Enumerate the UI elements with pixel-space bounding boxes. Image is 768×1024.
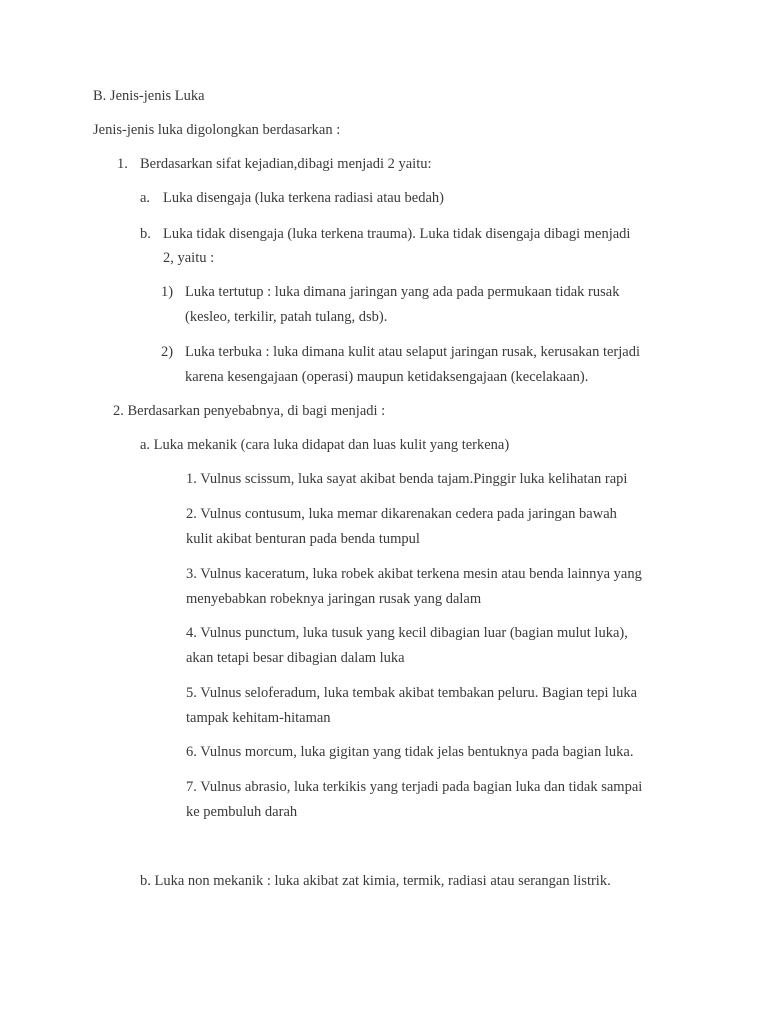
entry-2-line2: kulit akibat benturan pada benda tumpul (186, 531, 420, 547)
entry-3-line2: menyebabkan robeknya jaringan rusak yang dalam (186, 591, 482, 607)
sub1-line1: Luka tertutup : luka dimana jaringan yang ada pada permukaan tidak rusak (185, 284, 620, 300)
section2-item-b: b. Luka non mekanik : luka akibat zat kimia, termik, radiasi atau serangan listrik. (140, 873, 611, 889)
entry-7-line1: 7. Vulnus abrasio, luka terkikis yang terjadi pada bagian luka dan tidak sampai (186, 779, 643, 795)
entry-7-line2: ke pembuluh darah (186, 804, 298, 820)
entry-5-line2: tampak kehitam-hitaman (186, 710, 331, 726)
section1-text: Berdasarkan sifat kejadian,dibagi menjadi 2 yaitu: (140, 156, 432, 172)
sub2-line1: Luka terbuka : luka dimana kulit atau selaput jaringan rusak, kerusakan terjadi (185, 344, 640, 360)
entry-4-line2: akan tetapi besar dibagian dalam luka (186, 650, 405, 666)
section2-text: 2. Berdasarkan penyebabnya, di bagi menjadi : (113, 403, 386, 419)
entry-5-line1: 5. Vulnus seloferadum, luka tembak akibat tembakan peluru. Bagian tepi luka (186, 685, 638, 701)
item-b-line2: 2, yaitu : (163, 250, 215, 266)
list-marker-a: a. (140, 190, 151, 206)
entry-3-line1: 3. Vulnus kaceratum, luka robek akibat terkena mesin atau benda lainnya yang (186, 566, 642, 582)
entry-4-line1: 4. Vulnus punctum, luka tusuk yang kecil dibagian luar (bagian mulut luka), (186, 625, 628, 641)
item-a-text: Luka disengaja (luka terkena radiasi atau bedah) (163, 190, 445, 206)
list-marker-1: 1. (117, 156, 128, 172)
section2-item-a: a. Luka mekanik (cara luka didapat dan luas kulit yang terkena) (140, 437, 510, 453)
entry-1-line1: 1. Vulnus scissum, luka sayat akibat benda tajam.Pinggir luka kelihatan rapi (186, 471, 628, 487)
section-heading: B. Jenis-jenis Luka (93, 88, 205, 104)
list-marker-sub1: 1) (161, 284, 174, 300)
sub2-line2: karena kesengajaan (operasi) maupun ketidaksengajaan (kecelakaan). (185, 369, 589, 385)
sub1-line2: (kesleo, terkilir, patah tulang, dsb). (185, 309, 388, 325)
list-marker-b: b. (140, 226, 151, 242)
item-b-line1: Luka tidak disengaja (luka terkena trauma). Luka tidak disengaja dibagi menjadi (163, 226, 631, 242)
entry-2-line1: 2. Vulnus contusum, luka memar dikarenakan cedera pada jaringan bawah (186, 506, 617, 522)
intro-text: Jenis-jenis luka digolongkan berdasarkan : (93, 122, 341, 138)
entry-6-line1: 6. Vulnus morcum, luka gigitan yang tidak jelas bentuknya pada bagian luka. (186, 744, 634, 760)
list-marker-sub2: 2) (161, 344, 174, 360)
